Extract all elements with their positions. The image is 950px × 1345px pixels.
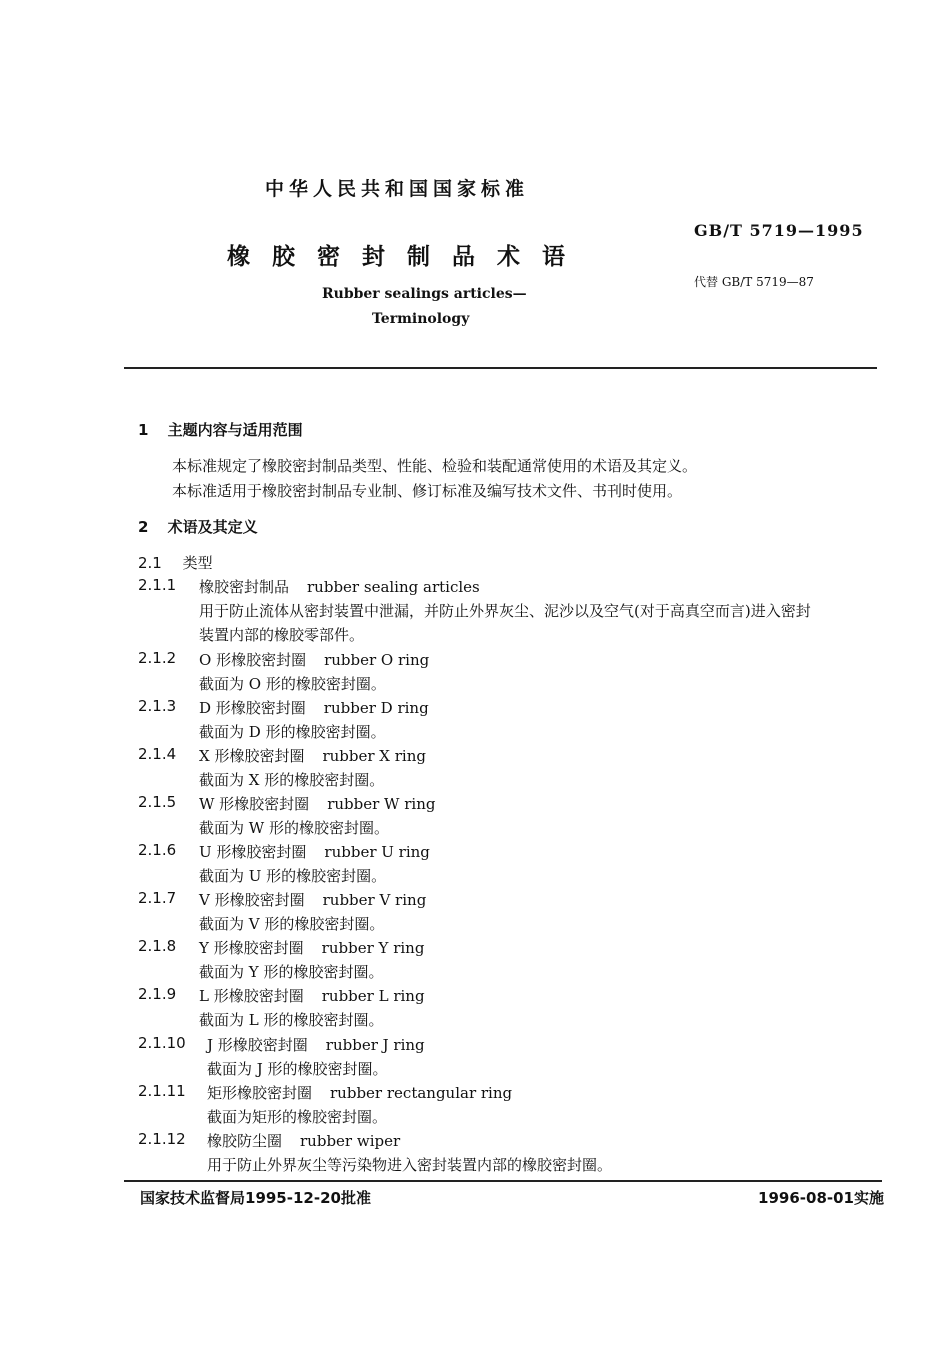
term-english: rubber L ring — [321, 987, 425, 1005]
term-definition: 截面为 W 形的橡胶密封圈。 — [199, 819, 389, 837]
section-title: 主题内容与适用范围 — [167, 421, 303, 439]
section-title: 术语及其定义 — [167, 518, 258, 536]
header-divider — [124, 367, 877, 369]
term-chinese: Y 形橡胶密封圈 — [199, 939, 304, 957]
term-entry — [199, 697, 429, 718]
term-entry — [207, 1034, 425, 1055]
term-entry — [199, 745, 426, 766]
footer-divider — [124, 1180, 882, 1182]
term-chinese: W 形橡胶密封圈 — [199, 795, 310, 813]
term-english: rubber sealing articles — [307, 578, 480, 596]
term-english: rubber J ring — [325, 1036, 425, 1054]
country-standard-heading: 中华人民共和国国家标准 — [265, 178, 530, 200]
term-definition-continued: 装置内部的橡胶零部件。 — [199, 626, 365, 644]
term-definition: 截面为 O 形的橡胶密封圈。 — [199, 675, 386, 693]
term-number: 2.1.1 — [138, 576, 177, 594]
term-entry — [199, 793, 435, 814]
term-english: rubber X ring — [322, 747, 426, 765]
term-chinese: 橡胶防尘圈 — [207, 1132, 283, 1150]
term-english: rubber W ring — [327, 795, 436, 813]
term-entry — [199, 649, 429, 670]
term-definition: 截面为 U 形的橡胶密封圈。 — [199, 867, 387, 885]
term-definition: 截面为矩形的橡胶密封圈。 — [207, 1108, 388, 1126]
approval-date: 国家技术监督局1995-12-20批准 — [140, 1189, 371, 1207]
term-chinese: 矩形橡胶密封圈 — [207, 1084, 313, 1102]
term-entry — [199, 937, 424, 958]
section-number: 2.1 — [138, 554, 162, 572]
term-english: rubber Y ring — [321, 939, 425, 957]
term-english: rubber wiper — [300, 1132, 401, 1150]
term-definition: 截面为 D 形的橡胶密封圈。 — [199, 723, 386, 741]
term-definition: 截面为 L 形的橡胶密封圈。 — [199, 1011, 384, 1029]
section-1-paragraph-2: 本标准适用于橡胶密封制品专业制、修订标准及编写技术文件、书刊时使用。 — [172, 482, 683, 500]
section-title: 类型 — [182, 554, 213, 572]
term-chinese: X 形橡胶密封圈 — [199, 747, 305, 765]
term-number: 2.1.10 — [138, 1034, 186, 1052]
term-chinese: O 形橡胶密封圈 — [199, 651, 307, 669]
term-entry — [199, 841, 430, 862]
term-number: 2.1.9 — [138, 985, 177, 1003]
term-english: rubber V ring — [322, 891, 427, 909]
term-number: 2.1.6 — [138, 841, 177, 859]
term-chinese: L 形橡胶密封圈 — [199, 987, 304, 1005]
term-definition: 截面为 Y 形的橡胶密封圈。 — [199, 963, 384, 981]
term-chinese: 橡胶密封制品 — [199, 578, 290, 596]
standard-number: GB/T 5719—1995 — [694, 221, 864, 240]
section-1-heading — [138, 419, 303, 440]
term-number: 2.1.5 — [138, 793, 177, 811]
english-title-line-2: Terminology — [372, 311, 470, 327]
section-2-heading — [138, 516, 258, 537]
term-number: 2.1.12 — [138, 1130, 186, 1148]
term-chinese: J 形橡胶密封圈 — [207, 1036, 308, 1054]
term-entry — [199, 576, 480, 597]
term-entry — [207, 1082, 512, 1103]
section-number: 1 — [138, 421, 149, 439]
term-number: 2.1.3 — [138, 697, 177, 715]
term-english: rubber O ring — [324, 651, 430, 669]
term-chinese: U 形橡胶密封圈 — [199, 843, 307, 861]
term-entry — [207, 1130, 400, 1151]
term-number: 2.1.8 — [138, 937, 177, 955]
term-english: rubber D ring — [323, 699, 429, 717]
section-number: 2 — [138, 518, 149, 536]
document-title: 橡胶密封制品术语 — [227, 244, 587, 270]
term-number: 2.1.4 — [138, 745, 177, 763]
replaces-standard: 代替 GB/T 5719—87 — [694, 275, 814, 289]
term-entry — [199, 985, 425, 1006]
term-english: rubber U ring — [324, 843, 430, 861]
implementation-date: 1996-08-01实施 — [758, 1189, 884, 1207]
term-chinese: V 形橡胶密封圈 — [199, 891, 305, 909]
english-title-line-1: Rubber sealings articles— — [322, 286, 527, 302]
term-chinese: D 形橡胶密封圈 — [199, 699, 306, 717]
term-definition: 截面为 X 形的橡胶密封圈。 — [199, 771, 385, 789]
term-number: 2.1.2 — [138, 649, 177, 667]
term-number: 2.1.7 — [138, 889, 177, 907]
section-2-1-heading — [138, 552, 213, 573]
term-english: rubber rectangular ring — [330, 1084, 513, 1102]
term-entry — [199, 889, 426, 910]
term-definition: 截面为 V 形的橡胶密封圈。 — [199, 915, 385, 933]
term-definition: 用于防止流体从密封装置中泄漏，并防止外界灰尘、泥沙以及空气(对于高真空而言)进入密封 — [199, 602, 811, 620]
term-number: 2.1.11 — [138, 1082, 186, 1100]
term-definition: 截面为 J 形的橡胶密封圈。 — [207, 1060, 388, 1078]
section-1-paragraph-1: 本标准规定了橡胶密封制品类型、性能、检验和装配通常使用的术语及其定义。 — [172, 457, 698, 475]
term-definition: 用于防止外界灰尘等污染物进入密封装置内部的橡胶密封圈。 — [207, 1156, 613, 1174]
